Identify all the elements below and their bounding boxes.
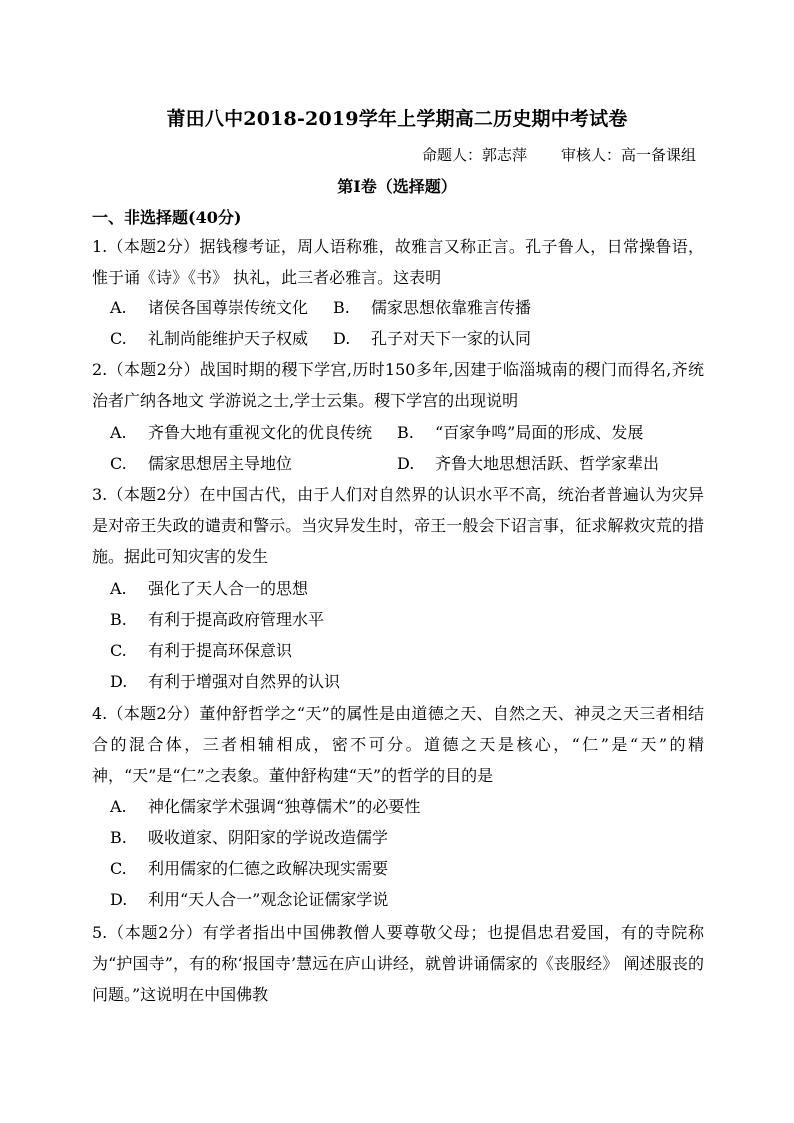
- option-letter: D.: [110, 890, 128, 909]
- volume-heading: 第Ⅰ卷（选择题）: [337, 177, 457, 196]
- question-2-option-d: [397, 454, 659, 474]
- question-3-option-d: [110, 672, 340, 692]
- question-2-option-b: [397, 423, 643, 443]
- option-text: 神化儒家学术强调“独尊儒术”的必要性: [148, 797, 421, 816]
- option-text: 有利于提高环保意识: [148, 641, 293, 660]
- option-text: 吸收道家、阴阳家的学说改造儒学: [148, 828, 389, 847]
- option-text: 礼制尚能维护天子权威: [148, 329, 309, 348]
- author-name: 命题人：郭志萍: [421, 146, 527, 164]
- option-letter: A.: [110, 298, 127, 317]
- question-3-stem: 3.（本题2分）在中国古代，由于人们对自然界的认识水平不高，统治者普遍认为灾异是对帝王失政的谴责和警示。当灾异发生时，帝王一般会下诏言事，征求解救灾荒的措施。据此可知灾害的发生: [92, 485, 704, 566]
- question-1-option-c: [110, 329, 308, 349]
- option-letter: A.: [110, 579, 127, 598]
- option-text: 利用儒家的仁德之政解决现实需要: [148, 859, 389, 878]
- question-4-option-a: [110, 797, 420, 817]
- question-1-option-d: [333, 329, 531, 349]
- option-letter: C.: [110, 641, 127, 660]
- option-letter: D.: [333, 329, 351, 348]
- question-4-option-d: [110, 890, 388, 910]
- option-text: 诸侯各国尊崇传统文化: [148, 298, 309, 317]
- question-2-stem: 2.（本题2分）战国时期的稷下学宫,历时150多年,因建于临淄城南的稷门而得名,齐统治者广纳各地文 学游说之士,学士云集。稷下学宫的出现说明: [92, 360, 704, 410]
- question-1-option-b: [333, 298, 531, 318]
- option-letter: D.: [110, 672, 128, 691]
- option-letter: C.: [110, 454, 127, 473]
- question-5-stem: 5.（本题2分）有学者指出中国佛教僧人要尊敬父母；也提倡忠君爱国，有的寺院称为“护国寺”，有的称‘报国寺’慧远在庐山讲经，就曾讲诵儒家的《丧服经》 阐述服丧的问题。”这说明在中国佛教: [92, 923, 704, 1004]
- option-letter: C.: [110, 329, 127, 348]
- question-4-option-b: [110, 828, 388, 848]
- option-text: 有利于增强对自然界的认识: [148, 672, 341, 691]
- option-letter: A.: [110, 423, 127, 442]
- option-letter: B.: [110, 610, 127, 629]
- author-line: [422, 144, 696, 165]
- option-letter: D.: [397, 454, 415, 473]
- question-3-option-b: [110, 610, 324, 630]
- option-letter: B.: [110, 828, 127, 847]
- option-text: 有利于提高政府管理水平: [148, 610, 325, 629]
- option-letter: A.: [110, 797, 127, 816]
- option-letter: B.: [397, 423, 414, 442]
- question-2-option-c: [110, 454, 292, 474]
- option-text: 齐鲁大地有重视文化的优良传统: [148, 423, 373, 442]
- question-4-option-c: [110, 859, 388, 879]
- question-4-stem: 4.（本题2分）董仲舒哲学之“天”的属性是由道德之天、自然之天、神灵之天三者相结合的混合体，三者相辅相成，密不可分。道德之天是核心，“仁”是“天”的精神，“天”是“仁”之表象。董仲舒构建“天”的哲学的目的是: [92, 704, 704, 785]
- option-text: 强化了天人合一的思想: [148, 579, 309, 598]
- option-text: 孔子对天下一家的认同: [371, 329, 532, 348]
- option-text: 儒家思想依靠雅言传播: [371, 298, 532, 317]
- option-text: 儒家思想居主导地位: [148, 454, 293, 473]
- option-letter: B.: [333, 298, 350, 317]
- question-3-option-c: [110, 641, 292, 661]
- section-heading: 一、非选择题(40分): [92, 208, 242, 227]
- exam-title: 莆田八中2018-2019学年上学期高二历史期中考试卷: [166, 108, 628, 130]
- option-letter: C.: [110, 859, 127, 878]
- option-text: 利用“天人合一”观念论证儒家学说: [148, 890, 389, 909]
- question-2-option-a: [110, 423, 372, 443]
- question-1-option-a: [110, 298, 308, 318]
- question-3-option-a: [110, 579, 308, 599]
- question-1-stem: 1.（本题2分）据钱穆考证，周人语称雅，故雅言又称正言。孔子鲁人，日常操鲁语，惟于诵《诗》《书》 执礼，此三者必雅言。这表明: [92, 237, 704, 287]
- option-text: “百家争鸣”局面的形成、发展: [435, 423, 644, 442]
- option-text: 齐鲁大地思想活跃、哲学家辈出: [435, 454, 660, 473]
- reviewer-name: 审核人：高一备课组: [560, 146, 696, 164]
